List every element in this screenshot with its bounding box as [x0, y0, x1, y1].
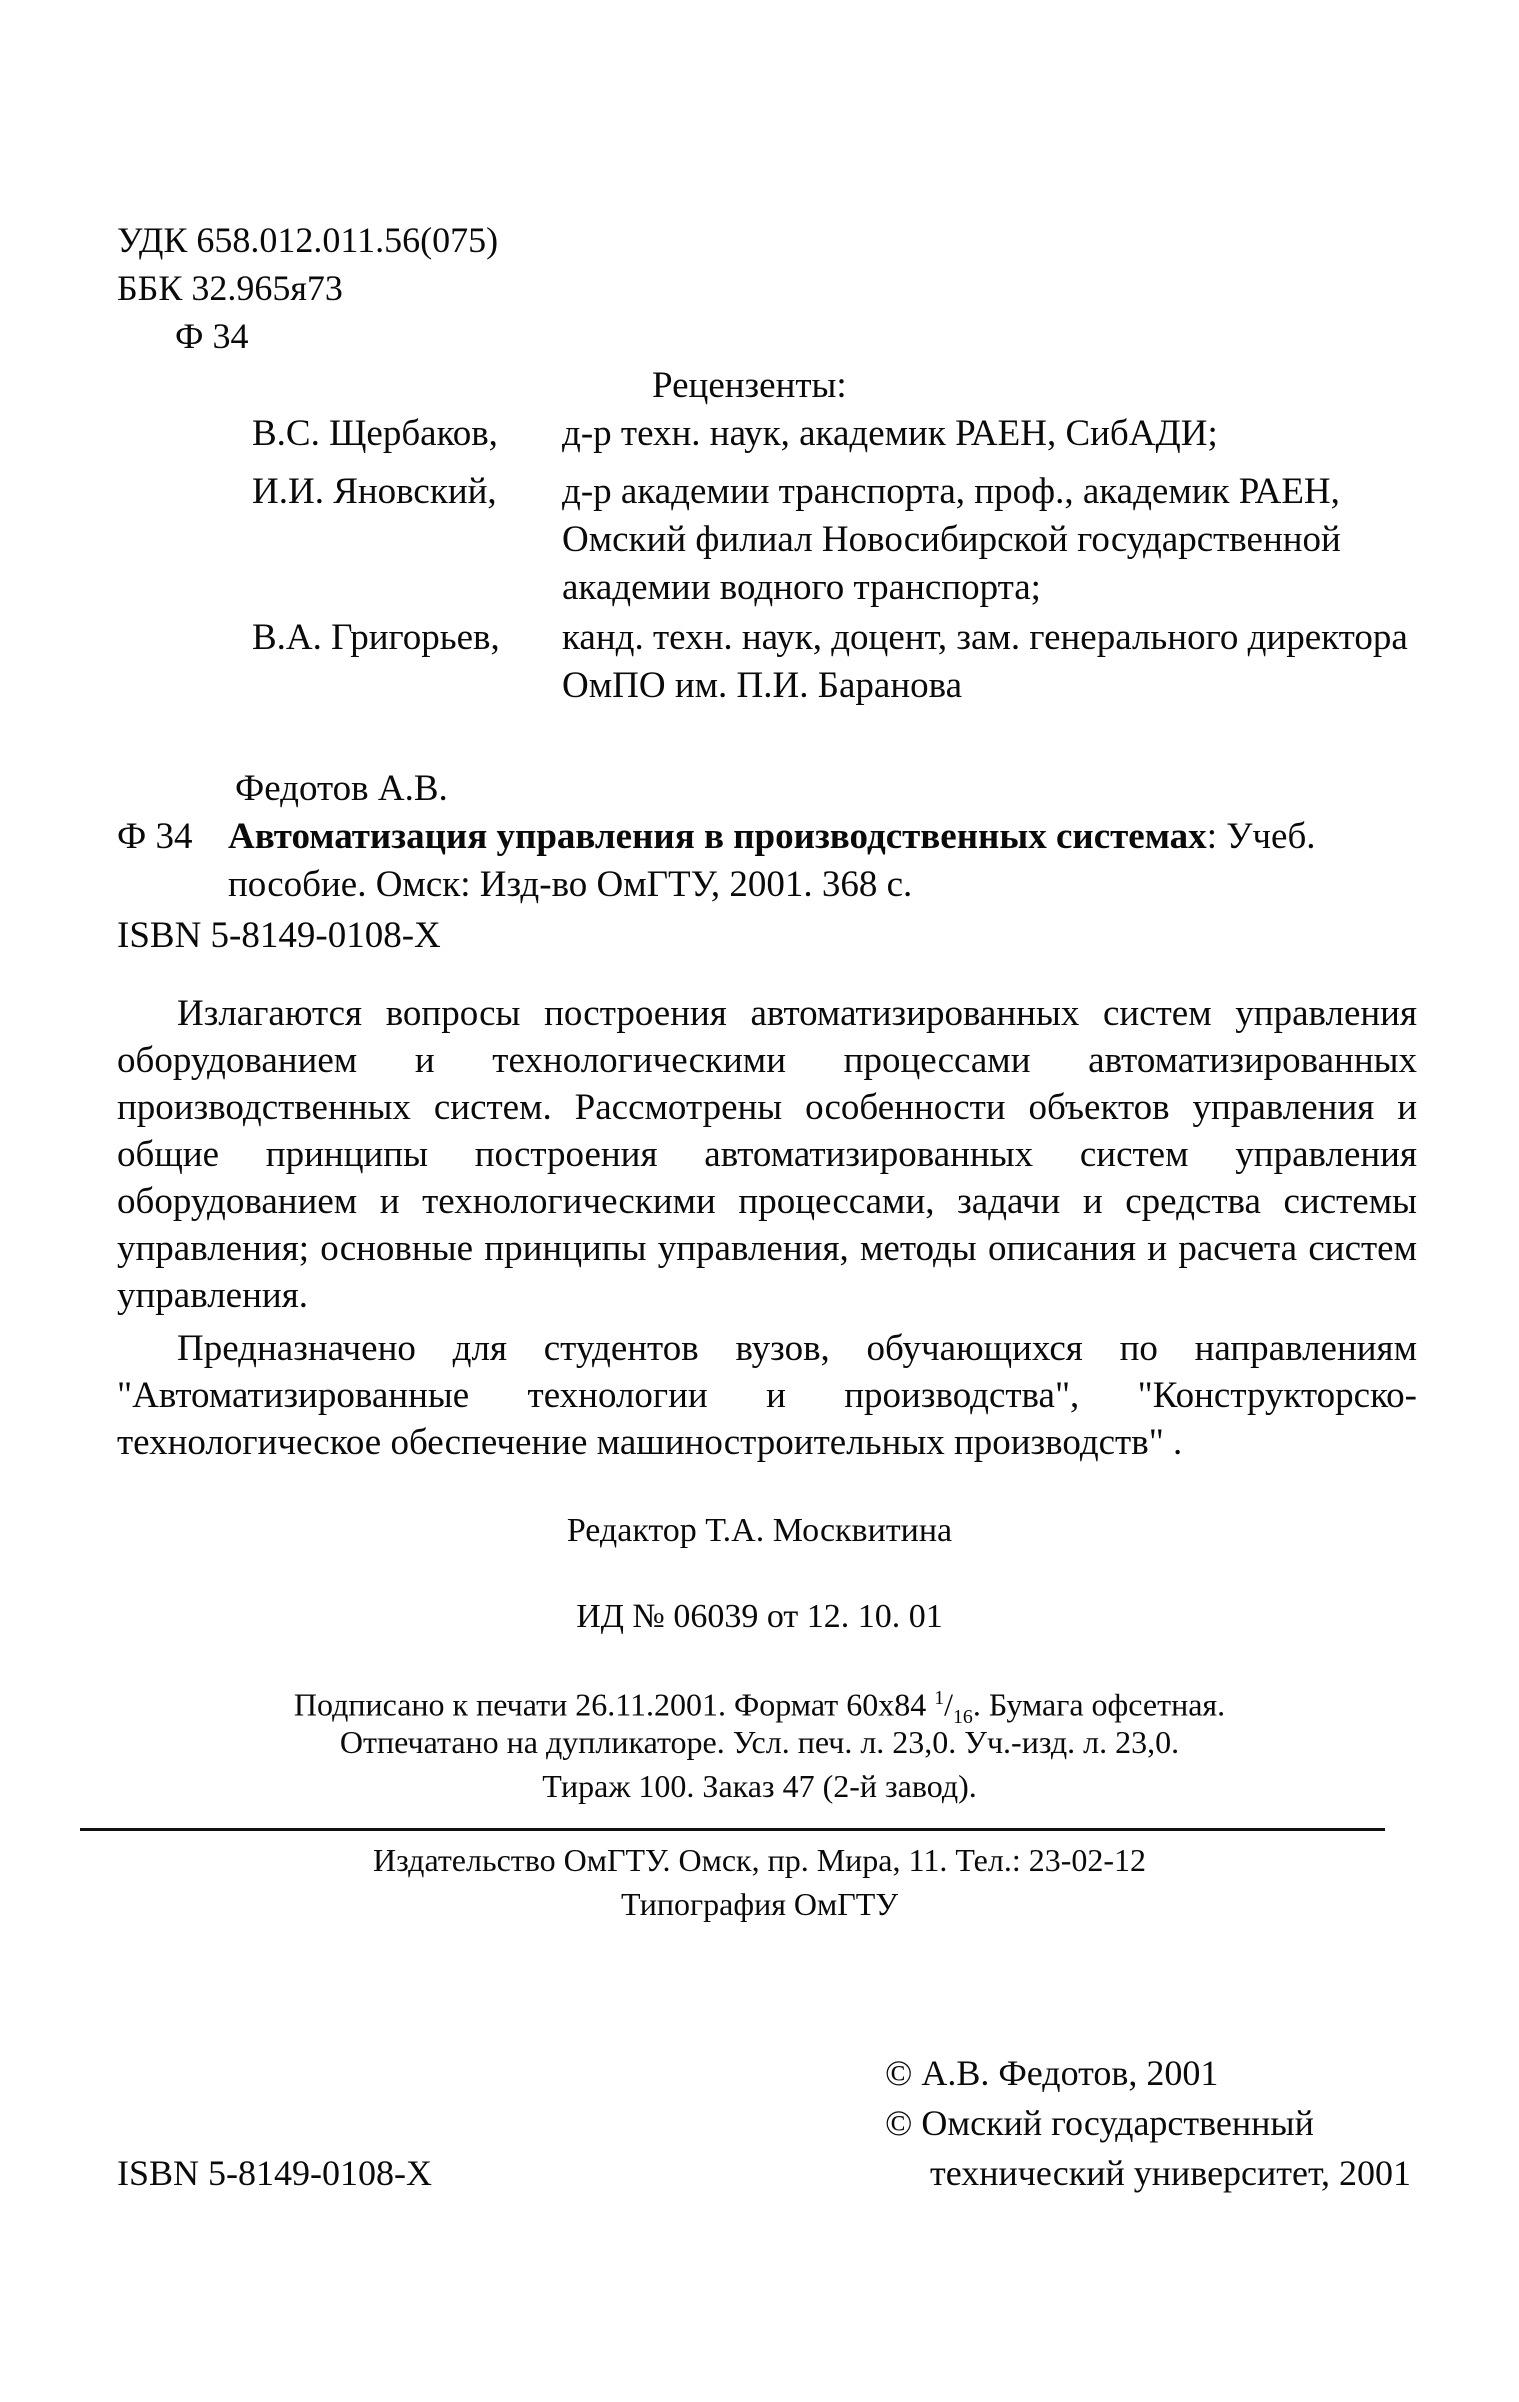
- bbk-code: ББК 32.965я73: [117, 268, 343, 308]
- annotation-paragraph: Излагаются вопросы построения автоматизированных систем управления оборудованием и технологическими процессами автоматизированных производственных систем. Рассмотрены особенности объектов управления и общие принципы построения автоматизированных систем управления оборудованием и технологическими процессами, задачи и средства системы управления; основные принципы управления, методы описания и расчета систем управления.: [117, 993, 1417, 1316]
- signed-suffix: . Бумага офсетная.: [972, 1686, 1226, 1723]
- author-mark: Ф 34: [175, 316, 249, 356]
- reviewer-name: В.А. Григорьев,: [252, 617, 500, 658]
- reviewers-heading: Рецензенты:: [652, 365, 847, 406]
- bibliography-isbn: ISBN 5-8149-0108-X: [117, 915, 441, 956]
- editor-line: Редактор Т.А. Москвитина: [566, 1512, 953, 1549]
- book-publication-info: : Учеб. пособие. Омск: Изд-во ОмГТУ, 2001. 368 с.: [228, 816, 1316, 905]
- format-numerator: 1: [934, 1687, 945, 1709]
- printing-house-line: Типография ОмГТУ: [621, 1886, 898, 1922]
- udk-code: УДК 658.012.011.56(075): [117, 220, 499, 260]
- divider: [80, 1828, 1385, 1831]
- publisher-line: Издательство ОмГТУ. Омск, пр. Мира, 11. Тел.: 23-02-12: [372, 1842, 1147, 1878]
- format-denominator: 16: [953, 1706, 973, 1729]
- bibliography-author: Федотов А.В.: [235, 768, 448, 809]
- signed-line: Подписано к печати 26.11.2001. Формат 60х84 $^1/_{16}$. Бумага офсетная.: [293, 1686, 1226, 1729]
- reviewer-name: В.С. Щербаков,: [252, 413, 498, 454]
- circulation-line: Тираж 100. Заказ 47 (2-й завод).: [542, 1768, 977, 1804]
- reviewer-description: д-р техн. наук, академик РАЕН, СибАДИ;: [562, 413, 1218, 454]
- book-title: Автоматизация управления в производственных системах: [228, 816, 1207, 857]
- printed-line: Отпечатано на дупликаторе. Усл. печ. л. 23,0. Уч.-изд. л. 23,0.: [339, 1724, 1180, 1760]
- annotation-paragraph: Предназначено для студентов вузов, обучающихся по направлениям "Автоматизированные технологии и производства", "Конструкторско-технологическое обеспечение машиностроительных производств" .: [117, 1328, 1417, 1463]
- license-line: ИД № 06039 от 12. 10. 01: [576, 1598, 943, 1635]
- footer-isbn: ISBN 5-8149-0108-X: [117, 2153, 432, 2193]
- signed-prefix: Подписано к печати 26.11.2001. Формат 60х84: [293, 1686, 935, 1723]
- bibliography-mark: Ф 34: [117, 816, 193, 857]
- annotation: [117, 990, 1417, 1466]
- reviewer-description: канд. техн. наук, доцент, зам. генерального директора ОмПО им. П.И. Баранова: [562, 617, 1408, 706]
- copyright-line: технический университет, 2001: [930, 2153, 1412, 2193]
- copyright-line: © Омский государственный: [885, 2103, 1314, 2143]
- reviewer-name: И.И. Яновский,: [252, 471, 497, 512]
- copyright-line: © А.В. Федотов, 2001: [885, 2053, 1219, 2093]
- bibliography-description: [228, 813, 1418, 909]
- reviewer-description: д-р академии транспорта, проф., академик РАЕН, Омский филиал Новосибирской государственной академии водного транспорта;: [562, 471, 1341, 608]
